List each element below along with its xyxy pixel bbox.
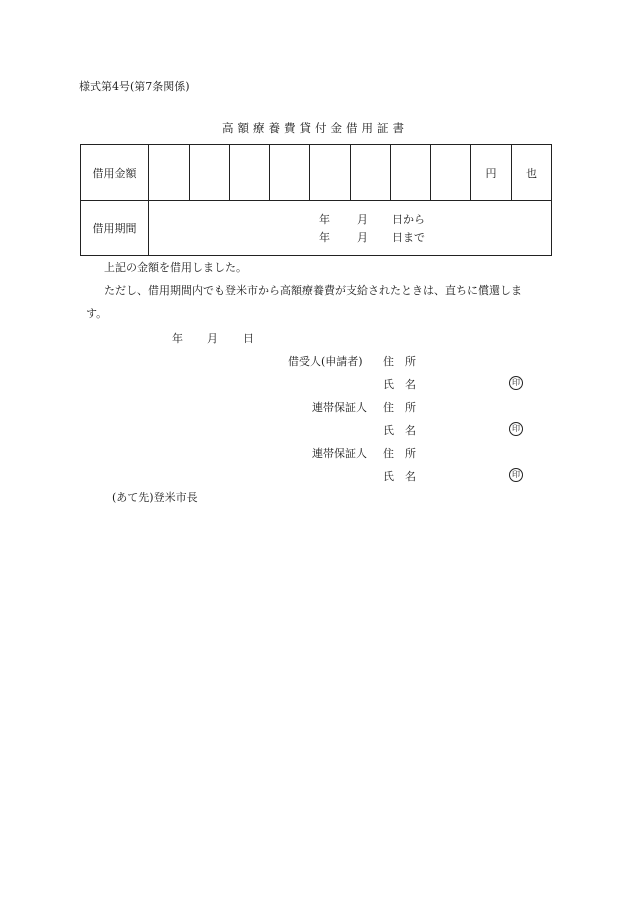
amount-digit-cell[interactable]	[431, 145, 471, 201]
body-line-3: す。	[86, 307, 108, 320]
date-year: 年	[172, 332, 183, 345]
address-label: 住 所	[383, 447, 416, 460]
form-number: 様式第4号(第7条関係)	[79, 80, 190, 93]
amount-digit-cell[interactable]	[149, 145, 190, 201]
body-line-1: 上記の金額を借用しました。	[104, 261, 247, 274]
nari-cell: 也	[512, 145, 552, 201]
period-from-year: 年	[319, 213, 330, 226]
loan-table	[80, 144, 552, 256]
period-to-month: 月	[357, 231, 368, 244]
period-from-day: 日から	[392, 213, 425, 226]
amount-row	[81, 145, 552, 201]
seal-icon: 印	[509, 422, 523, 436]
signature-role: 連帯保証人	[312, 447, 367, 460]
amount-digit-cell[interactable]	[230, 145, 270, 201]
period-row	[81, 201, 552, 256]
date-month: 月	[207, 332, 218, 345]
document-title: 高額療養費貸付金借用証書	[222, 121, 408, 135]
address-label: 住 所	[383, 401, 416, 414]
body-line-2: ただし、借用期間内でも登米市から高額療養費が支給されたときは、直ちに償還しま	[104, 284, 522, 297]
amount-digit-cell[interactable]	[351, 145, 391, 201]
yen-cell: 円	[471, 145, 512, 201]
period-value-cell[interactable]	[149, 201, 552, 256]
period-to-year: 年	[319, 231, 330, 244]
amount-digit-cell[interactable]	[310, 145, 351, 201]
amount-digit-cell[interactable]	[270, 145, 310, 201]
signature-role: 連帯保証人	[312, 401, 367, 414]
date-day: 日	[243, 332, 254, 345]
name-label: 氏 名	[383, 470, 416, 483]
period-from-month: 月	[357, 213, 368, 226]
amount-label: 借用金額	[81, 145, 149, 201]
seal-icon: 印	[509, 468, 523, 482]
name-label: 氏 名	[383, 378, 416, 391]
seal-icon: 印	[509, 376, 523, 390]
amount-digit-cell[interactable]	[391, 145, 431, 201]
address-label: 住 所	[383, 355, 416, 368]
signature-role: 借受人(申請者)	[288, 355, 363, 368]
period-to-day: 日まで	[392, 231, 425, 244]
addressee: (あて先)登米市長	[112, 491, 198, 504]
amount-digit-cell[interactable]	[190, 145, 230, 201]
name-label: 氏 名	[383, 424, 416, 437]
period-label: 借用期間	[81, 201, 149, 256]
